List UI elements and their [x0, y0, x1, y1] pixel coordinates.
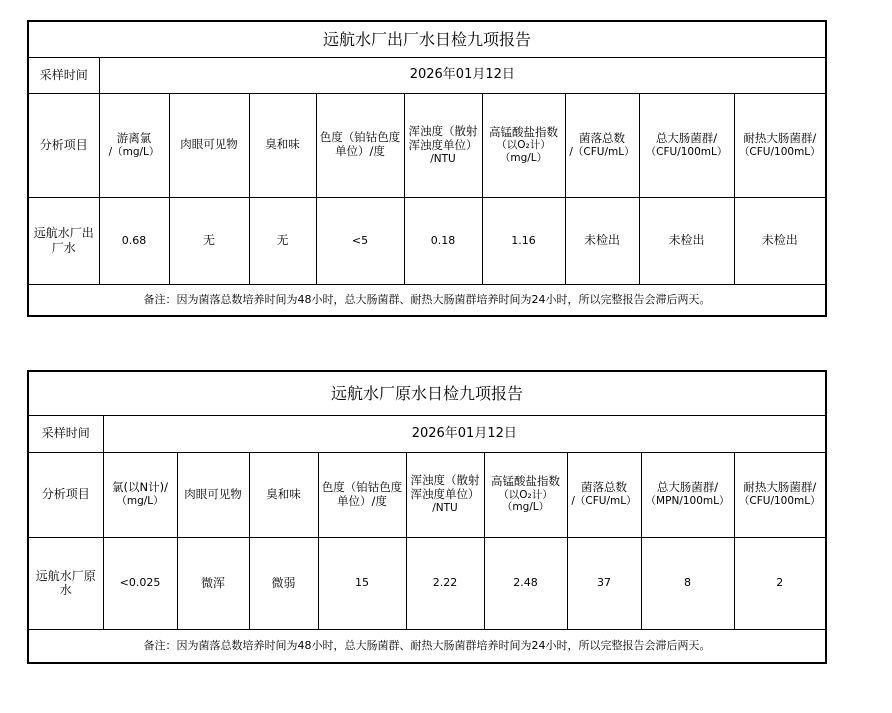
header-thermotolerant-coliforms	[734, 452, 826, 537]
header-name: 氯(以N计)/	[112, 480, 168, 495]
header-name: 菌落总数	[581, 480, 627, 495]
header-name: 菌落总数	[579, 130, 625, 145]
header-unit: （CFU/100mL）	[738, 145, 821, 158]
header-colony-count	[567, 452, 641, 537]
value-turbidity: 2.22	[406, 537, 484, 629]
value-colony-count: 37	[567, 537, 641, 629]
header-unit: /（CFU/mL）	[569, 145, 635, 158]
value-thermotolerant-coliforms: 2	[734, 537, 826, 629]
report-table-outlet-water	[27, 20, 827, 317]
header-name: 总大肠菌群/	[656, 480, 719, 495]
value-odor-taste: 无	[249, 197, 316, 284]
table-row	[28, 537, 826, 629]
value-visible-matter: 微浑	[177, 537, 249, 629]
table-row	[28, 197, 826, 284]
value-turbidity: 0.18	[404, 197, 482, 284]
header-free-chlorine	[99, 93, 169, 197]
value-free-chlorine: 0.68	[99, 197, 169, 284]
value-thermotolerant-coliforms: 未检出	[734, 197, 826, 284]
analysis-items-label: 分析项目	[28, 452, 103, 537]
header-name: 浑浊度（散射浑浊度单位）	[408, 123, 478, 152]
header-unit: （以O₂计）（mg/L）	[498, 488, 553, 514]
header-name: 肉眼可见物	[180, 137, 238, 152]
report-note: 备注：因为菌落总数培养时间为48小时，总大肠菌群、耐热大肠菌群培养时间为24小时，所以完整报告会滞后两天。	[28, 629, 826, 663]
value-colony-count: 未检出	[565, 197, 639, 284]
analysis-items-label: 分析项目	[28, 93, 99, 197]
header-unit: /NTU	[430, 152, 456, 165]
value-odor-taste: 微弱	[249, 537, 318, 629]
header-name: 游离氯	[116, 130, 152, 145]
sampling-time-label: 采样时间	[28, 415, 103, 452]
header-name: 高锰酸盐指数	[489, 124, 558, 139]
header-unit: /（mg/L）	[108, 145, 160, 158]
header-name: 色度（铂钴色度单位）/度	[321, 479, 403, 508]
header-color	[318, 452, 406, 537]
report-title: 远航水厂原水日检九项报告	[28, 371, 826, 415]
header-odor-taste	[249, 452, 318, 537]
header-visible-matter	[169, 93, 249, 197]
header-name: 耐热大肠菌群/	[743, 480, 817, 495]
sampling-date: 2026年01月12日	[103, 415, 826, 452]
header-name: 浑浊度（散射浑浊度单位）	[410, 473, 480, 502]
value-visible-matter: 无	[169, 197, 249, 284]
header-unit: /（CFU/mL）	[571, 495, 637, 508]
header-thermotolerant-coliforms	[734, 93, 826, 197]
header-name: 臭和味	[265, 137, 300, 152]
report-note: 备注：因为菌落总数培养时间为48小时，总大肠菌群、耐热大肠菌群培养时间为24小时，所以完整报告会滞后两天。	[28, 284, 826, 316]
value-chlorine-as-n: <0.025	[103, 537, 177, 629]
header-total-coliforms	[641, 452, 734, 537]
header-total-coliforms	[639, 93, 734, 197]
header-name: 耐热大肠菌群/	[743, 130, 817, 145]
header-visible-matter	[177, 452, 249, 537]
header-chlorine-as-n	[103, 452, 177, 537]
header-name: 臭和味	[266, 486, 301, 501]
report-title: 远航水厂出厂水日检九项报告	[28, 21, 826, 57]
header-unit: （CFU/100mL）	[645, 145, 728, 158]
sampling-date: 2026年01月12日	[99, 57, 826, 93]
header-color	[316, 93, 404, 197]
header-unit: （以O₂计）（mg/L）	[496, 139, 551, 164]
sample-name: 远航水厂原水	[28, 537, 103, 629]
sample-name: 远航水厂出厂水	[28, 197, 99, 284]
header-name: 总大肠菌群/	[655, 130, 718, 145]
value-total-coliforms: 8	[641, 537, 734, 629]
value-color: <5	[316, 197, 404, 284]
header-name: 肉眼可见物	[184, 486, 242, 501]
header-unit: /NTU	[432, 502, 458, 514]
header-odor-taste	[249, 93, 316, 197]
header-permanganate-index	[482, 93, 565, 197]
header-name: 色度（铂钴色度单位）/度	[319, 130, 401, 158]
header-name: 高锰酸盐指数	[491, 474, 560, 488]
sampling-time-label: 采样时间	[28, 57, 99, 93]
header-permanganate-index	[484, 452, 567, 537]
header-unit: （MPN/100mL）	[645, 495, 730, 508]
header-turbidity	[404, 93, 482, 197]
value-permanganate-index: 2.48	[484, 537, 567, 629]
header-unit: （CFU/100mL）	[738, 495, 821, 508]
value-permanganate-index: 1.16	[482, 197, 565, 284]
header-unit: （mg/L）	[116, 495, 164, 508]
header-turbidity	[406, 452, 484, 537]
value-color: 15	[318, 537, 406, 629]
header-colony-count	[565, 93, 639, 197]
value-total-coliforms: 未检出	[639, 197, 734, 284]
report-table-raw-water	[27, 370, 827, 664]
